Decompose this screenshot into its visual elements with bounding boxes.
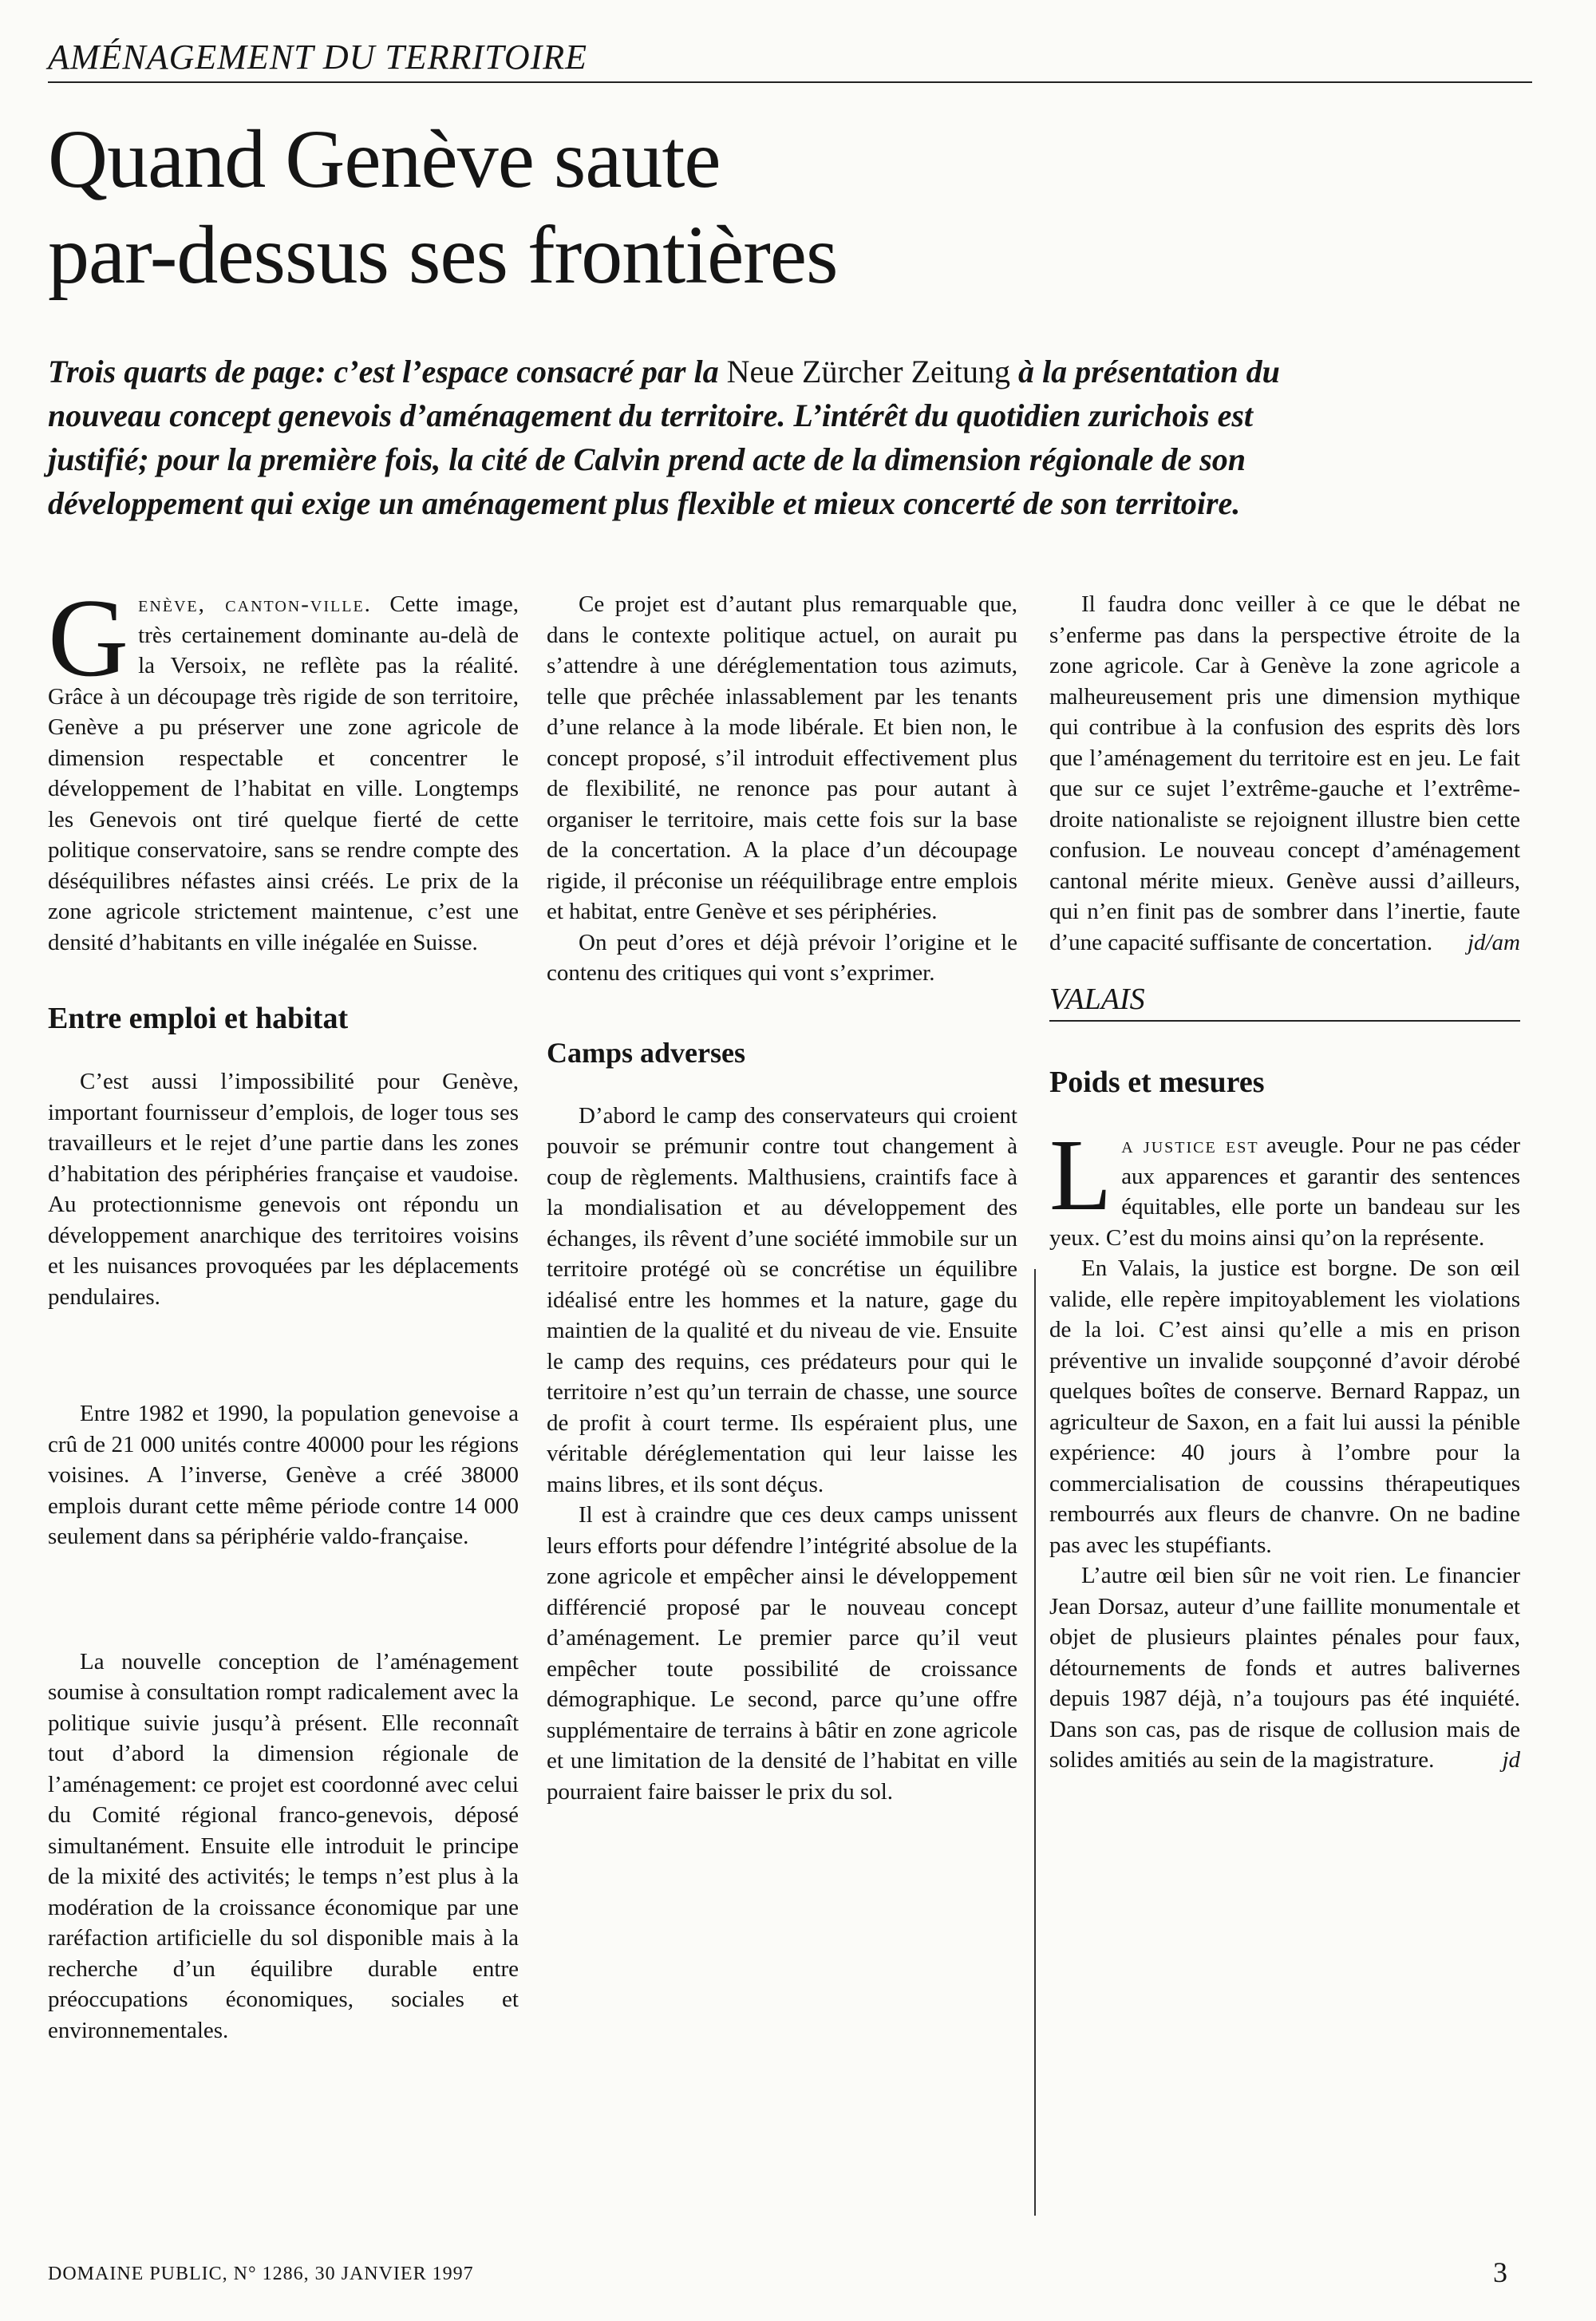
article-column-3 bbox=[1049, 589, 1520, 1776]
valais-rubric: VALAIS bbox=[1049, 982, 1520, 1022]
valais-paragraph-3 bbox=[1049, 1560, 1520, 1776]
title-line-1: Quand Genève saute bbox=[48, 113, 721, 205]
section-rubric: AMÉNAGEMENT DU TERRITOIRE bbox=[48, 37, 1532, 83]
article-paragraph-1 bbox=[48, 576, 519, 958]
article-column-2 bbox=[547, 589, 1017, 1807]
chapeau-part-2: à la présentation du nouveau concept genevois d’aménagement du territoire. L’intérêt du quotidien zurichois est justifié; pour la première fois, la cité de Calvin prend acte de la dimension régionale de son développement qui exige un aménagement plus flexible et mieux concerté de son territoire. bbox=[48, 354, 1280, 521]
article-paragraph-2: C’est aussi l’impossibilité pour Genève, important fournisseur d’emplois, de loger tous ses travailleurs et le rejet d’une partie dans les zones d’habitation des périphéries française et vaudoise. Au protectionnisme genevois ont répondu un développement anarchique des territoires voisins et les nuisances provoquées par les déplacements pendulaires. bbox=[48, 1069, 519, 1310]
dropcap-l: L bbox=[1049, 1118, 1112, 1232]
column-divider bbox=[1034, 1269, 1036, 2216]
paragraph-1-text: Cette image, très certainement dominante au-delà de la Versoix, ne reflète pas la réalité. Grâce à un découpage très rigide de son territoire, Genève a pu préserver une zone agricole de dimension respectable et concentrer le développement de l’habitat en ville. Longtemps les Genevois ont tiré quelque fierté de cette politique conservatoire, sans se rendre compte des déséquilibres néfastes ainsi créés. Le prix de la zone agricole strictement maintenue, c’est une densité d’habitants en ville inégalée en Suisse. bbox=[48, 591, 519, 955]
chapeau-part-1: Trois quarts de page: c’est l’espace consacré par la bbox=[48, 354, 719, 389]
article-paragraph-4: La nouvelle conception de l’aménagement soumise à consultation rompt radicalement avec la politique suivie jusqu’à présent. Elle reconnaît tout d’abord la dimension régionale de l’aménagement: ce projet est coordonné avec celui du Comité régional franco-genevois, déposé simultanément. Ensuite elle introduit le principe de la mixité des activités; le temps n’est plus à la modération de la croissance économique par une raréfaction artificielle du sol disponible mais à la recherche d’un équilibre durable entre préoccupations économiques, sociales et environnementales. bbox=[48, 1648, 519, 2043]
article-paragraph-8: Il est à craindre que ces deux camps unissent leurs efforts pour défendre l’intégrité absolue de la zone agricole et empêcher ainsi le développement différencié proposé par le nouveau concept d’aménagement. Le premier parce qu’il veut empêcher toute possibilité de croissance démographique. Le second, parce qu’une offre supplémentaire de terrains à bâtir en zone agricole et une limitation de la densité de l’habitat en ville pourraient faire baisser le prix du sol. bbox=[547, 1502, 1017, 1805]
article-paragraph-9 bbox=[1049, 589, 1520, 958]
article-chapeau bbox=[48, 350, 1293, 525]
valais-paragraph-2: En Valais, la justice est borgne. De son œil valide, elle repère impitoyablement les violations de la loi. C’est ainsi qu’elle a mis en prison préventive un invalide soupçonné d’avoir dérobé quelques boîtes de conserve. Bernard Rappaz, un agriculteur de Saxon, en a fait lui aussi la pénible expérience: 40 jours à l’ombre pour la commercialisation de coussins thérapeutiques rembourrés aux fleurs de chanvre. On ne badine pas avec les stupéfiants. bbox=[1049, 1255, 1520, 1558]
dropcap-g: G bbox=[48, 576, 129, 700]
title-line-2: par-dessus ses frontières bbox=[48, 209, 838, 301]
subheading-camps: Camps adverses bbox=[547, 1036, 745, 1069]
page-number: 3 bbox=[1493, 2256, 1508, 2288]
valais-paragraph-1-text: aveugle. Pour ne pas céder aux apparences et garantir des sentences équitables, elle porte un bandeau sur les yeux. C’est du moins ainsi qu’on la représente. bbox=[1049, 1133, 1520, 1251]
lead-in: enève, canton-ville. bbox=[138, 591, 372, 617]
article-signature: jd/am bbox=[1467, 929, 1520, 955]
article-column-1 bbox=[48, 576, 519, 2046]
subheading-emploi: Entre emploi et habitat bbox=[48, 1002, 349, 1035]
paragraph-9-text: Il faudra donc veiller à ce que le débat ne s’enferme pas dans la perspective étroite de la zone agricole. Car à Genève la zone agricole a malheureusement pris une dimension mythique qui contribue à la confusion des esprits dès lors que l’aménagement du territoire est en jeu. Le fait que sur ce sujet l’extrême-gauche et l’extrême-droite nationaliste se rejoignent illustre bien cette confusion. Le nouveau concept d’aménagement cantonal mérite mieux. Genève aussi d’ailleurs, qui n’en finit pas de sombrer dans l’inertie, faute d’une capacité suffisante de concertation. bbox=[1049, 591, 1520, 955]
valais-paragraph-3-text: L’autre œil bien sûr ne voit rien. Le financier Jean Dorsaz, auteur d’une faillite monumentale et objet de plusieurs plaintes pénales pour faux, détournements de fonds et autres balivernes depuis 1987 déjà, n’a toujours pas été inquiété. Dans son cas, pas de risque de collusion mais de solides amitiés au sein de la magistrature. bbox=[1049, 1563, 1520, 1773]
valais-title: Poids et mesures bbox=[1049, 1066, 1265, 1099]
article-paragraph-5: Ce projet est d’autant plus remarquable que, dans le contexte politique actuel, on aurait pu s’attendre à une déréglementation tous azimuts, telle que prêchée inlassablement par les tenants d’une relance à la mode libérale. Et bien non, le concept proposé, s’il introduit effectivement plus de flexibilité, ne renonce pas pour autant à organiser le territoire, mais cette fois sur la base de la concertation. A la place d’un découpage rigide, il préconise un rééquilibrage entre emplois et habitat, entre Genève et ses périphéries. bbox=[547, 591, 1017, 924]
newspaper-name: Neue Zürcher Zeitung bbox=[726, 354, 1010, 389]
valais-signature: jd bbox=[1502, 1747, 1520, 1773]
valais-lead-in: a justice est bbox=[1121, 1133, 1259, 1158]
article-paragraph-6: On peut d’ores et déjà prévoir l’origine et le contenu des critiques qui vont s’exprimer. bbox=[547, 929, 1017, 986]
article-paragraph-7: D’abord le camp des conservateurs qui croient pouvoir se prémunir contre tout changement à coup de règlements. Malthusiens, craintifs face à la mondialisation et au développement des échanges, ils rêvent d’une société immobile sur un territoire protégé où se concrétise un équilibre idéalisé entre les hommes et la nature, gage du maintien de la qualité et du niveau de vie. Ensuite le camp des requins, ces prédateurs pour qui le territoire n’est qu’un terrain de chasse, une source de profit à court terme. Ils espéraient plus, une véritable déréglementation qui leur laisse les mains libres, et ils sont déçus. bbox=[547, 1102, 1017, 1497]
article-title bbox=[48, 112, 1532, 303]
publication-info: DOMAINE PUBLIC, N° 1286, 30 JANVIER 1997 bbox=[48, 2264, 474, 2284]
page-footer bbox=[48, 2256, 1532, 2288]
valais-paragraph-1 bbox=[1049, 1118, 1520, 1253]
article-paragraph-3: Entre 1982 et 1990, la population genevoise a crû de 21 000 unités contre 40000 pour les régions voisines. A l’inverse, Genève a créé 38000 emplois durant cette même période contre 14 000 seulement dans sa périphérie valdo-française. bbox=[48, 1401, 519, 1549]
